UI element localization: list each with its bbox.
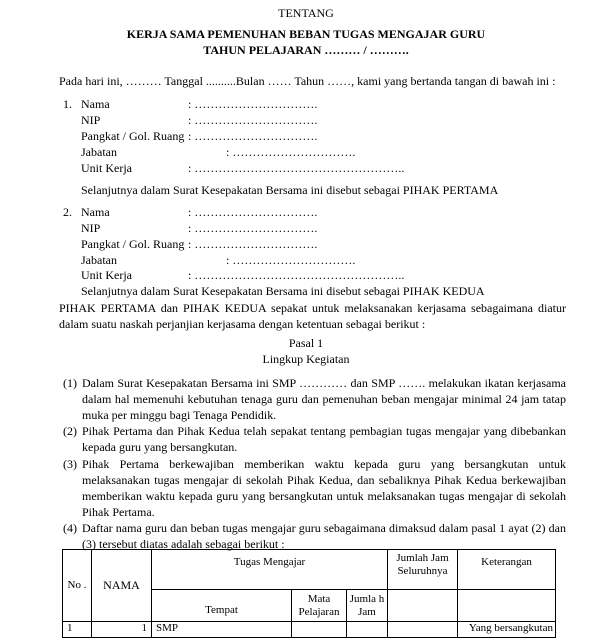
clause-number: (3) <box>63 457 77 471</box>
party-one-field-jabatan: : …………………………. <box>226 145 356 159</box>
clause-line: kepada guru yang bersangkutan. <box>82 440 238 454</box>
party-two-label-unit: Unit Kerja <box>81 268 132 282</box>
clause-line: dalam hal memenuhi kebutuhan tenaga guru dan pemenuhan beban mengajar minimal 24 jam tatap <box>82 392 566 406</box>
clause-line: (3) tersebut diatas adalah sebagai berikut : <box>82 537 285 551</box>
table-header-row <box>63 550 556 590</box>
party-one-label-unit: Unit Kerja <box>81 161 132 175</box>
party-one-label-nip: NIP <box>81 113 101 127</box>
clause-line: memberikan waktu kepada guru yang bersangkutan untuk melaksanakan tugas mengajar di sekolah <box>82 489 566 503</box>
teaching-load-table <box>62 549 556 638</box>
intro-line-2: dalam suatu naskah perjanjian kerjasama dengan ketentuan sebagai berikut : <box>59 317 426 331</box>
row-no: 1 <box>63 622 92 638</box>
row-nama: 1 <box>92 622 152 638</box>
party-two-field-jabatan: : …………………………. <box>226 253 356 267</box>
party-one-label-jabatan: Jabatan <box>81 145 117 159</box>
header-nama: NAMA <box>92 550 152 622</box>
party-two-label-nama: Nama <box>81 205 110 219</box>
party-two-note: Selanjutnya dalam Surat Kesepakatan Bersama ini disebut sebagai PIHAK KEDUA <box>81 284 485 298</box>
party-one-label-pangkat: Pangkat / Gol. Ruang <box>81 129 185 143</box>
subheader-empty <box>458 590 556 622</box>
clause-line: melaksanakan tugas mengajar di sekolah Pihak Kedua, dan sebaliknya Pihak Kedua berkewajiban <box>82 473 566 487</box>
clause-line: Pihak Pertama berkewajiban memberikan waktu kepada guru yang bersangkutan untuk <box>82 457 566 471</box>
academic-year: TAHUN PELAJARAN ……… / ………. <box>203 43 409 57</box>
party-one-field-unit: : …………………………………………….. <box>188 161 405 175</box>
row-keterangan: Yang bersangkutan <box>458 622 556 638</box>
clause-line: Pihak Pertama dan Pihak Kedua telah sepakat tentang pembagian tugas mengajar yang dibebankan <box>82 424 566 438</box>
row-tempat: SMP <box>152 622 292 638</box>
header-keterangan: Keterangan <box>458 550 556 590</box>
party-two-field-nip: : …………………………. <box>188 221 318 235</box>
party-two-field-unit: : …………………………………………….. <box>188 268 405 282</box>
clause-line: Dalam Surat Kesepakatan Bersama ini SMP ………… dan SMP ……. melakukan ikatan kerjasama <box>82 376 566 390</box>
header-mata-pelajaran: Mata Pelajaran <box>292 590 347 622</box>
header-tentang: TENTANG <box>278 6 334 20</box>
party-one-field-pangkat: : …………………………. <box>188 129 318 143</box>
party-two-label-pangkat: Pangkat / Gol. Ruang <box>81 237 185 251</box>
party-one-label-nama: Nama <box>81 97 110 111</box>
party-one-field-nip: : …………………………. <box>188 113 318 127</box>
header-jumlah-jam: Jumla h Jam <box>347 590 388 622</box>
clause-line: Pihak Pertama. <box>82 505 155 519</box>
clause-line: Daftar nama guru dan beban tugas mengajar guru sebagaimana dimaksud dalam pasal 1 ayat (2) dan <box>82 521 566 535</box>
subheader-empty <box>388 590 458 622</box>
party-one-field-nama: : …………………………. <box>188 97 318 111</box>
header-tempat: Tempat <box>152 590 292 622</box>
pasal-number: Pasal 1 <box>288 336 324 350</box>
header-tugas-mengajar: Tugas Mengajar <box>152 550 388 590</box>
party-two-field-pangkat: : …………………………. <box>188 237 318 251</box>
party-one-number: 1. <box>63 97 72 111</box>
clause-line: muka per minggu bagi Tenaga Pendidik. <box>82 408 277 422</box>
clause-number: (1) <box>63 376 77 390</box>
clause-number: (4) <box>63 521 77 535</box>
header-no: No . <box>63 550 92 622</box>
opening-line: Pada hari ini, ……… Tanggal ..........Bulan …… Tahun ……, kami yang bertanda tangan di bawah ini : <box>59 74 556 88</box>
pasal-title: Lingkup Kegiatan <box>262 352 350 366</box>
clause-number: (2) <box>63 424 77 438</box>
party-two-label-jabatan: Jabatan <box>81 253 117 267</box>
party-one-note: Selanjutnya dalam Surat Kesepakatan Bersama ini disebut sebagai PIHAK PERTAMA <box>81 183 499 197</box>
document-title: KERJA SAMA PEMENUHAN BEBAN TUGAS MENGAJAR GURU <box>126 27 486 41</box>
party-two-number: 2. <box>63 205 72 219</box>
party-two-field-nama: : …………………………. <box>188 205 318 219</box>
intro-line-1: PIHAK PERTAMA dan PIHAK KEDUA sepakat untuk melaksanakan kerjasama sebagaimana diatur <box>59 301 566 315</box>
header-jumlah-seluruhnya: Jumlah Jam Seluruhnya <box>388 550 458 590</box>
party-two-label-nip: NIP <box>81 221 101 235</box>
